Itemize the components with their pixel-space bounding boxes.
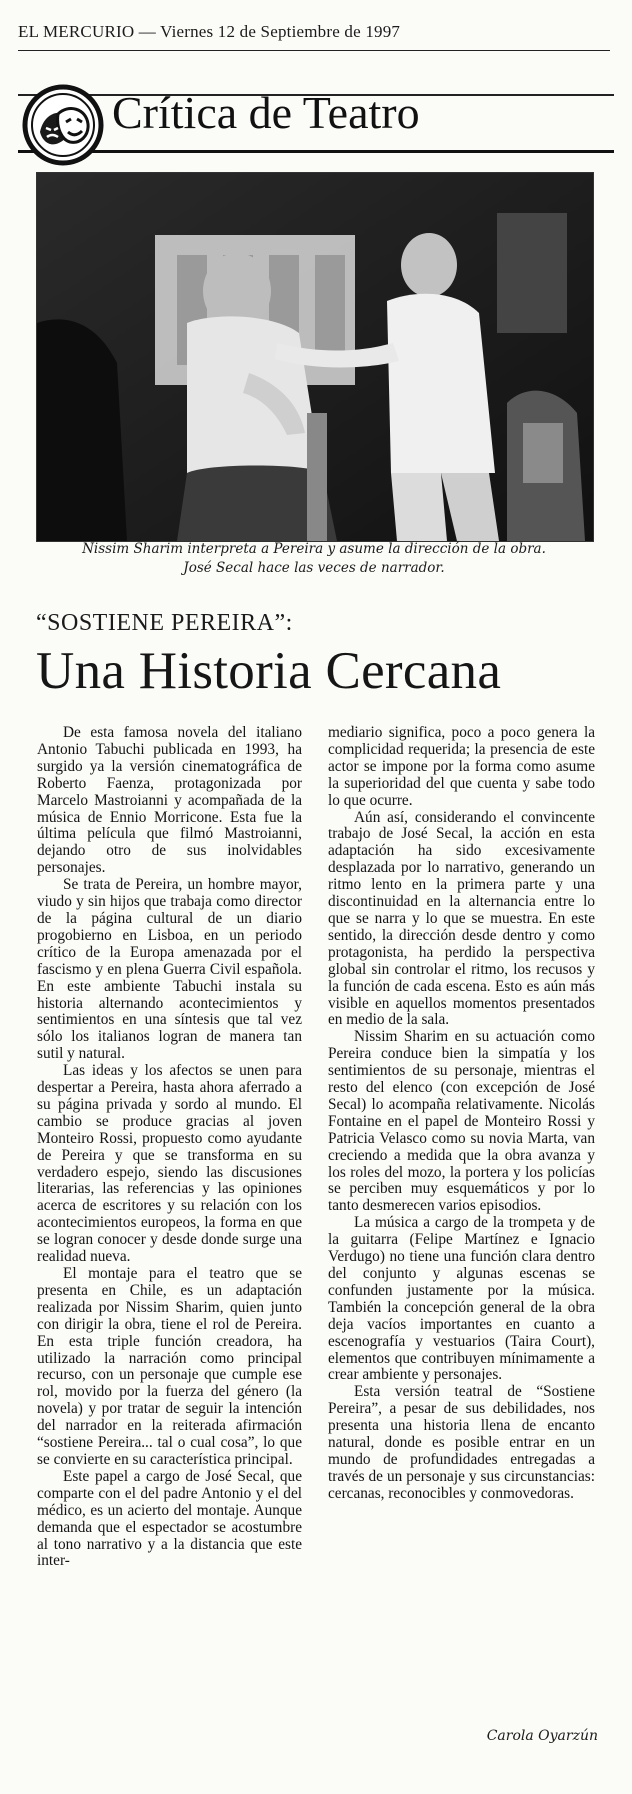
- masthead-divider: [18, 50, 610, 51]
- paragraph: Esta versión teatral de “Sostiene Pereira”, a pesar de sus debilidades, nos presenta una historia llena de encanto natural, donde es posible entrar en un mundo de profundidades entregadas a través de un personaje y sus circunstancias: cercanas, reconocibles y conmovedoras.: [328, 1383, 595, 1502]
- paragraph: De esta famosa novela del italiano Antonio Tabuchi publicada en 1993, ha surgido ya la versión cinematográfica de Roberto Faenza, protagonizada por Marcelo Mastroianni y acompañada de la música de Ennio Morricone. Esta fue la última película que filmó Mastroianni, dejando otro de sus inolvidables personajes.: [37, 724, 302, 877]
- caption-line-2: José Secal hace las veces de narrador.: [183, 560, 445, 576]
- article-column-2: [328, 725, 595, 1503]
- theatre-masks-logo-icon: [22, 84, 104, 166]
- stage-photo: [36, 172, 594, 542]
- author-signature: Carola Oyarzún: [486, 1728, 598, 1744]
- paragraph: Se trata de Pereira, un hombre mayor, viudo y sin hijos que trabaja como director de la página cultural de un diario progobierno en Lisboa, en un periodo crítico de la Europa amenazada por el fascismo y en plena Guerra Civil española. En este ambiente Tabuchi instala su historia alternando acontecimientos y sentimientos en una síntesis que tal vez sólo los italianos logran de manera tan sutil y natural.: [37, 876, 302, 1063]
- caption-line-1: Nissim Sharim interpreta a Pereira y asume la dirección de la obra.: [82, 541, 546, 557]
- section-rule-bottom: [18, 150, 614, 153]
- paragraph-continuation: mediario significa, poco a poco genera la complicidad requerida; la presencia de este actor se impone por la forma como asume la superioridad del que cuenta y sabe todo lo que ocurre.: [328, 724, 595, 809]
- paragraph: Aún así, considerando el convincente trabajo de José Secal, la acción en esta adaptación ha sido excesivamente desplazada por lo narrativo, generando un ritmo lento en la primera parte y una discontinuidad en la alternancia entre lo que se narra y lo que se muestra. En este sentido, la dirección desde dentro y como protagonista, ha perdido la perspectiva global sin controlar el ritmo, los recusos y la función de cada escena. Esto es aún más visible en aquellos momentos presentados en medio de la sala.: [328, 808, 595, 1029]
- article-headline: Una Historia Cercana: [36, 642, 502, 700]
- section-title: Crítica de Teatro: [112, 87, 420, 138]
- paragraph: Las ideas y los afectos se unen para despertar a Pereira, hasta ahora aferrado a su página privada y sordo al mundo. El cambio se produce gracias al joven Monteiro Rossi, propuesto como ayudante de Pereira y que se transforma en su verdadero espejo, siendo las discusiones literarias, las referencias y las opiniones acerca de escritores y su relación con los acontecimientos europeos, la forma en que se logran conocer y desde donde surge una realidad nueva.: [37, 1062, 302, 1266]
- photo-caption: [36, 540, 592, 578]
- paragraph: Nissim Sharim en su actuación como Pereira conduce bien la simpatía y los sentimientos de su personaje, mientras el resto del elenco (con excepción de José Secal) lo acompaña relativamente. Nicolás Fontaine en el papel de Monteiro Rossi y Patricia Velasco como su novia Marta, van creciendo a medida que la obra avanza y los roles del mozo, la portera y los policías se perciben muy esquemáticos y por lo tanto desmerecen varios episodios.: [328, 1028, 595, 1215]
- masthead: EL MERCURIO — Viernes 12 de Septiembre de 1997: [18, 22, 401, 41]
- paragraph: Este papel a cargo de José Secal, que comparte con el del padre Antonio y el del médico, es un acierto del montaje. Aunque demanda que el espectador se acostumbre al tono narrativo y a la distancia que este inter-: [37, 1467, 302, 1570]
- article-column-1: [37, 725, 302, 1570]
- paragraph: El montaje para el teatro que se presenta en Chile, es un adaptación realizada por Nissim Sharim, quien junto con dirigir la obra, tiene el rol de Pereira. En esta triple función creadora, ha utilizado la narración como principal recurso, con un personaje que cumple ese rol, movido por la fuerza del género (la novela) y por tratar de seguir la intención del narrador en la reiterada afirmación “sostiene Pereira... tal o cual cosa”, lo que se convierte en su característica principal.: [37, 1265, 302, 1468]
- paragraph: La música a cargo de la trompeta y de la guitarra (Felipe Martínez e Ignacio Verdugo) no tiene una función clara dentro del conjunto y algunas escenas se confunden justamente por la música. También la concepción general de la obra deja vacíos importantes en cuanto a escenografía y vestuarios (Taira Court), elementos que contribuyen mínimamente a crear ambiente y personajes.: [328, 1214, 595, 1384]
- article-kicker: “SOSTIENE PEREIRA”:: [36, 610, 293, 636]
